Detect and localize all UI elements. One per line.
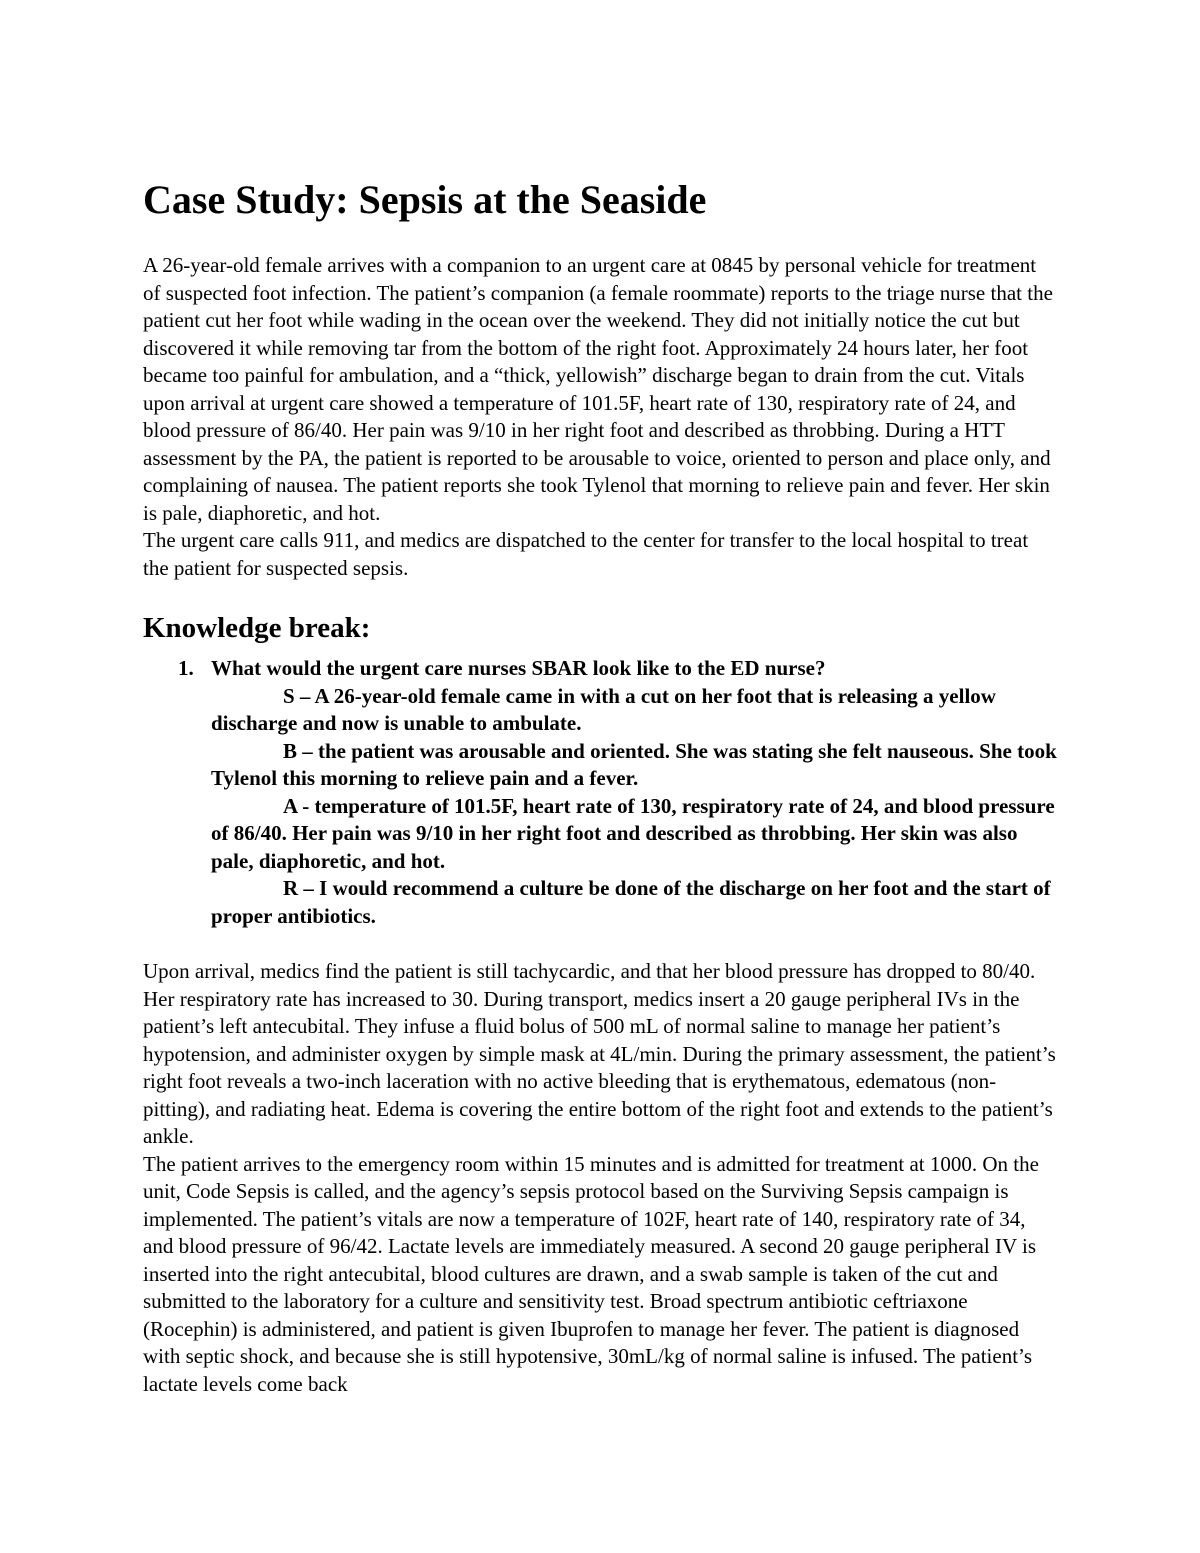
sbar-background: B – the patient was arousable and oriented. She was stating she felt nauseous. She took Tylenol this morning to relieve pain and a fever. xyxy=(211,738,1057,791)
intro-paragraph-1: A 26-year-old female arrives with a companion to an urgent care at 0845 by personal vehicle for treatment of suspected foot infection. The patient’s companion (a female roommate) reports to the triage nurse that the patient cut her foot while wading in the ocean over the weekend. They did not initially notice the cut but discovered it while removing tar from the bottom of the right foot. Approximately 24 hours later, her foot became too painful for ambulation, and a “thick, yellowish” discharge began to drain from the cut. Vitals upon arrival at urgent care showed a temperature of 101.5F, heart rate of 130, respiratory rate of 24, and blood pressure of 86/40. Her pain was 9/10 in her right foot and described as throbbing. During a HTT assessment by the PA, the patient is reported to be arousable to voice, oriented to person and place only, and complaining of nausea. The patient reports she took Tylenol that morning to relieve pain and fever. Her skin is pale, diaphoretic, and hot. xyxy=(143,253,1053,525)
knowledge-break-question-item xyxy=(178,655,1057,683)
page-title: Case Study: Sepsis at the Seaside xyxy=(143,177,707,222)
sbar-recommendation: R – I would recommend a culture be done of the discharge on her foot and the start of proper antibiotics. xyxy=(211,876,1051,928)
body-paragraph-1: Upon arrival, medics find the patient is still tachycardic, and that her blood pressure has dropped to 80/40. Her respiratory rate has increased to 30. During transport, medics insert a 20 gauge peripheral IVs in the patient’s left antecubital. They infuse a fluid bolus of 500 mL of normal saline to manage her patient’s hypotension, and administer oxygen by simple mask at 4L/min. During the primary assessment, the patient’s right foot reveals a two-inch laceration with no active bleeding that is erythematous, edematous (non-pitting), and radiating heat. Edema is covering the entire bottom of the right foot and extends to the patient’s ankle. xyxy=(143,959,1056,1149)
body-section xyxy=(143,958,1057,1398)
question-text: What would the urgent care nurses SBAR look like to the ED nurse? xyxy=(211,656,826,681)
knowledge-break-heading: Knowledge break: xyxy=(143,612,371,644)
body-paragraph-2: The patient arrives to the emergency room within 15 minutes and is admitted for treatment at 1000. On the unit, Code Sepsis is called, and the agency’s sepsis protocol based on the Surviving Sepsis campaign is implemented. The patient’s vitals are now a temperature of 102F, heart rate of 140, respiratory rate of 34, and blood pressure of 96/42. Lactate levels are immediately measured. A second 20 gauge peripheral IV is inserted into the right antecubital, blood cultures are drawn, and a swab sample is taken of the cut and submitted to the laboratory for a culture and sensitivity test. Broad spectrum antibiotic ceftriaxone (Rocephin) is administered, and patient is given Ibuprofen to manage her fever. The patient is diagnosed with septic shock, and because she is still hypotensive, 30mL/kg of normal saline is infused. The patient’s lactate levels come back xyxy=(143,1151,1039,1396)
sbar-assessment: A - temperature of 101.5F, heart rate of 130, respiratory rate of 24, and blood pressure of 86/40. Her pain was 9/10 in her right foot and described as throbbing. Her skin was also pale, diaphoretic, and hot. xyxy=(211,793,1055,873)
question-number: 1. xyxy=(178,656,194,681)
intro-paragraph-2: The urgent care calls 911, and medics are dispatched to the center for transfer to the local hospital to treat the patient for suspected sepsis. xyxy=(143,528,1029,580)
sbar-situation: S – A 26-year-old female came in with a cut on her foot that is releasing a yellow discharge and now is unable to ambulate. xyxy=(211,683,996,736)
